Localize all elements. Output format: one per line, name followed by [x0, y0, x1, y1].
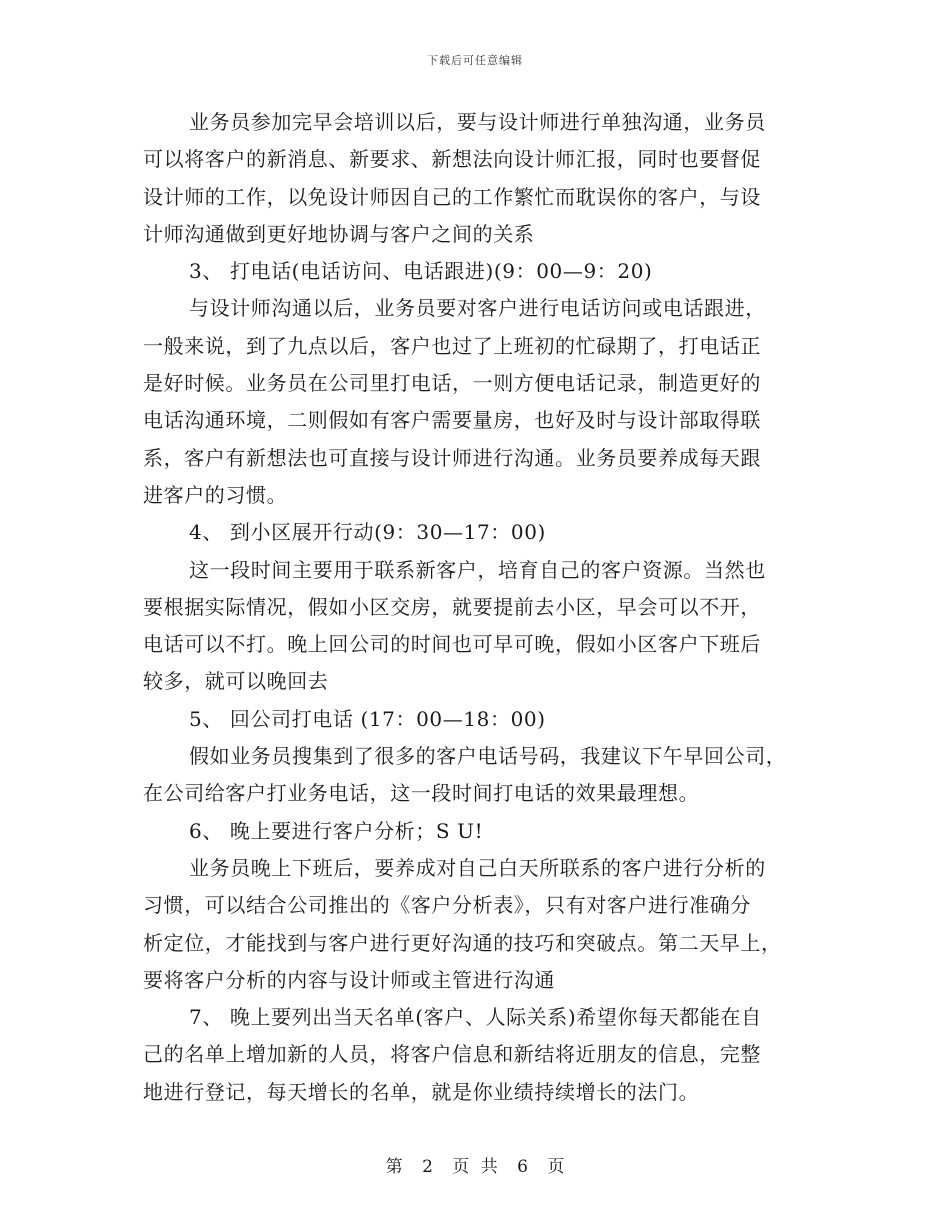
section-heading: 7、 晚上要列出当天名单(客户、人际关系)希望你每天都能在自 — [189, 1005, 762, 1030]
total-page-count: 6 — [517, 1157, 528, 1177]
paragraph-line: 假如业务员搜集到了很多的客户电话号码，我建议下午早回公司， — [189, 744, 787, 769]
footer-middle: 页 共 — [452, 1157, 498, 1177]
paragraph-line: 是好时候。业务员在公司里打电话，一则方便电话记录，制造更好的 — [143, 371, 761, 396]
paragraph-line: 一般来说，到了九点以后，客户也过了上班初的忙碌期了，打电话正 — [143, 333, 761, 358]
paragraph-line: 较多，就可以晚回去 — [143, 669, 329, 694]
paragraph-line: 进客户的习惯。 — [143, 482, 288, 507]
page-footer — [0, 1152, 950, 1177]
paragraph-line: 电话可以不打。晚上回公司的时间也可早可晚，假如小区客户下班后 — [143, 632, 761, 657]
section-heading: 4、 到小区展开行动(9：30—17：00) — [189, 520, 546, 545]
paragraph-line: 在公司给客户打业务电话，这一段时间打电话的效果最理想。 — [143, 781, 700, 806]
paragraph-line: 设计师的工作，以免设计师因自己的工作繁忙而耽误你的客户，与设 — [143, 184, 761, 209]
document-body — [143, 104, 807, 1111]
section-heading: 6、 晚上要进行客户分析；S U! — [189, 818, 484, 843]
paragraph-line: 与设计师沟通以后，业务员要对客户进行电话访问或电话跟进， — [189, 296, 766, 321]
page-header-note: 下载后可任意编辑 — [427, 54, 523, 67]
footer-suffix: 页 — [547, 1157, 565, 1177]
paragraph-line: 电话沟通环境，二则假如有客户需要量房，也好及时与设计部取得联 — [143, 408, 761, 433]
paragraph-line: 习惯，可以结合公司推出的《客户分析表》，只有对客户进行准确分 — [143, 893, 751, 918]
paragraph-line: 可以将客户的新消息、新要求、新想法向设计师汇报，同时也要督促 — [143, 147, 761, 172]
paragraph-line: 析定位，才能找到与客户进行更好沟通的技巧和突破点。第二天早上， — [143, 930, 782, 955]
section-heading: 5、 回公司打电话 (17：00—18：00) — [189, 706, 546, 731]
paragraph-line: 要根据实际情况，假如小区交房，就要提前去小区，早会可以不开， — [143, 594, 761, 619]
paragraph-line: 这一段时间主要用于联系新客户，培育自己的客户资源。当然也 — [189, 557, 766, 582]
paragraph-line: 要将客户分析的内容与设计师或主管进行沟通 — [143, 967, 555, 992]
paragraph-line: 地进行登记，每天增长的名单，就是你业绩持续增长的法门。 — [143, 1079, 700, 1104]
footer-prefix: 第 — [385, 1157, 403, 1177]
paragraph-line: 己的名单上增加新的人员，将客户信息和新结将近朋友的信息，完整 — [143, 1042, 761, 1067]
current-page-number: 2 — [422, 1157, 433, 1177]
paragraph-line: 计师沟通做到更好地协调与客户之间的关系 — [143, 221, 535, 246]
paragraph-line: 业务员晚上下班后，要养成对自己白天所联系的客户进行分析的 — [189, 855, 766, 880]
section-heading: 3、 打电话(电话访问、电话跟进)(9：00—9：20) — [189, 259, 653, 284]
paragraph-line: 业务员参加完早会培训以后，要与设计师进行单独沟通，业务员 — [189, 110, 766, 134]
paragraph-line: 系，客户有新想法也可直接与设计师进行沟通。业务员要养成每天跟 — [143, 445, 761, 470]
